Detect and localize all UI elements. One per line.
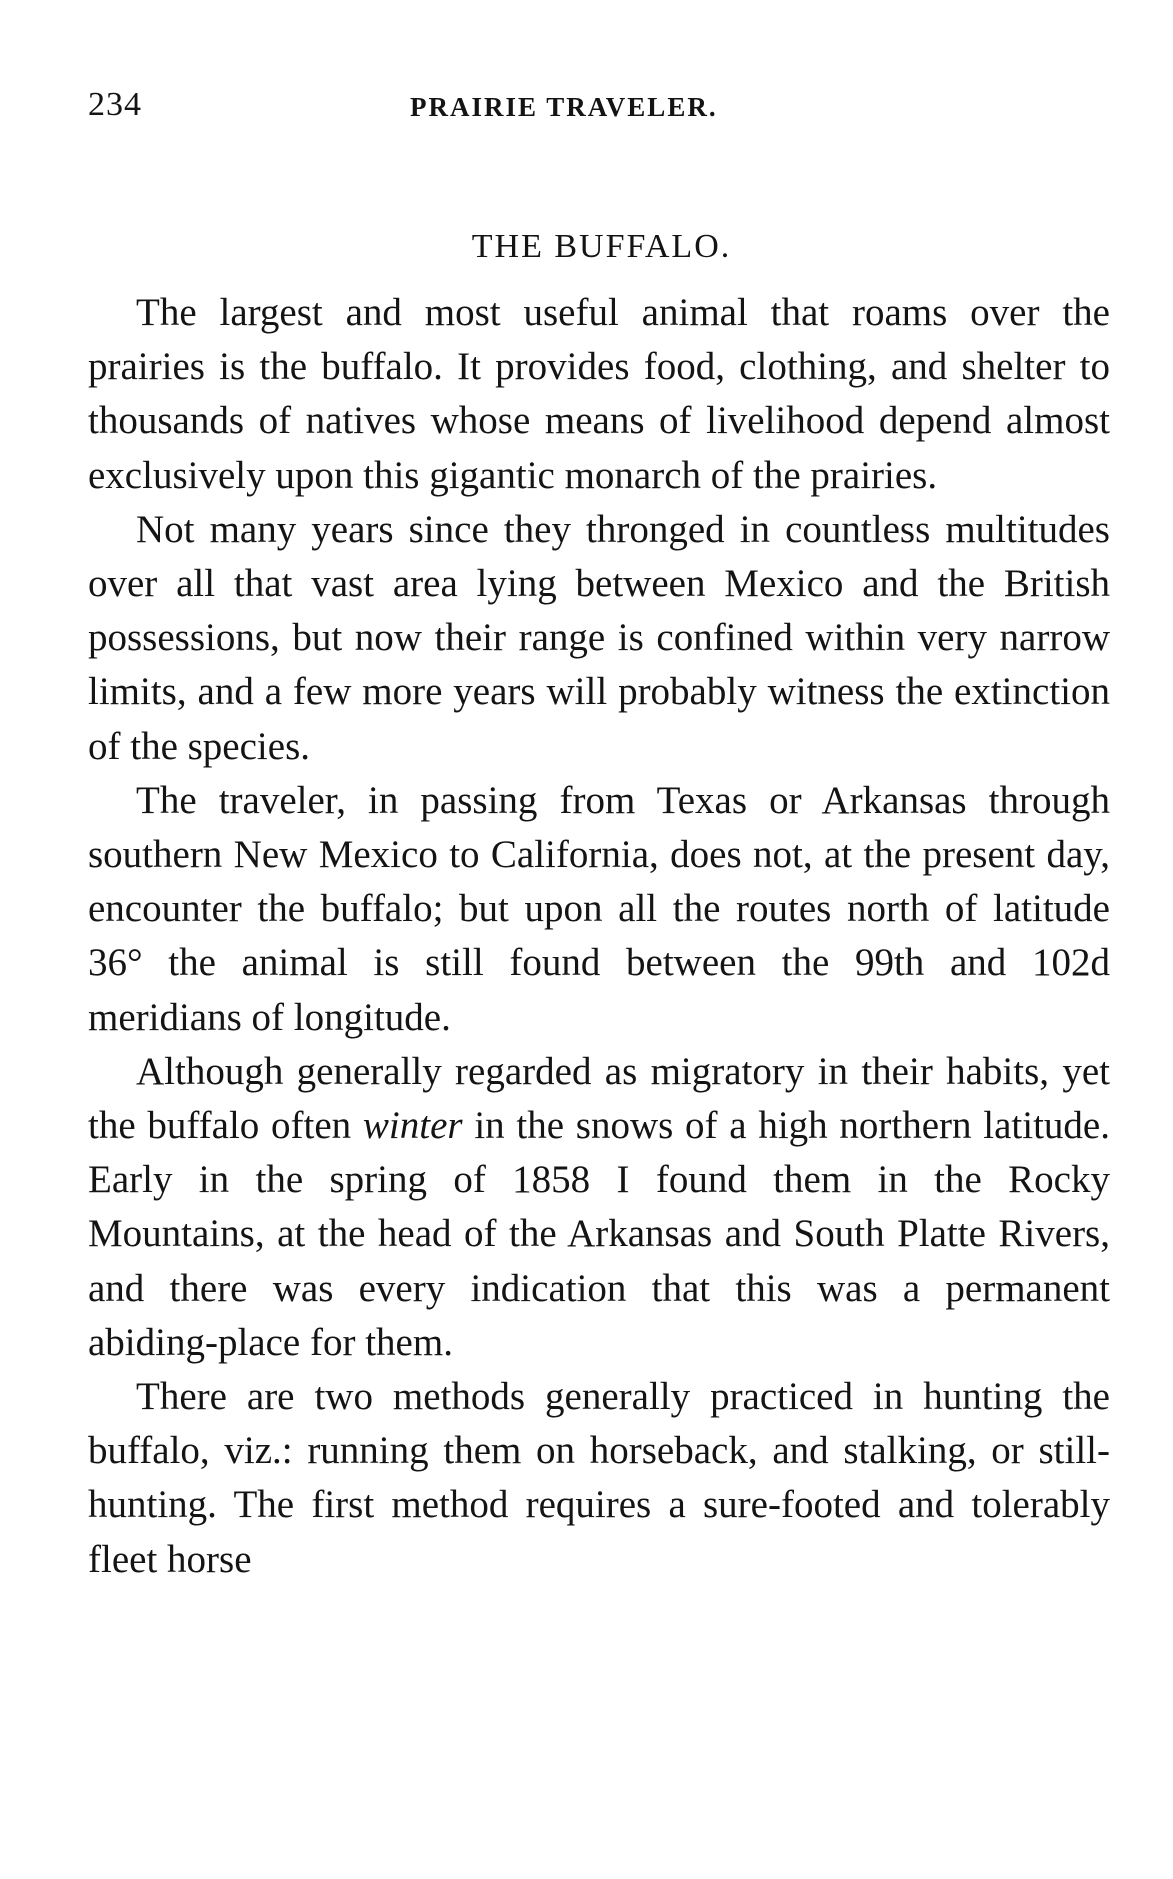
- paragraph-5: There are two methods generally practiced in hunting the buffalo, viz.: running them on horseback, and stalking, or still-hunting. The first method requires a sure-footed and tolerably fleet horse: [88, 1375, 1110, 1581]
- page-header: [88, 86, 1108, 136]
- running-head: PRAIRIE TRAVELER.: [410, 92, 718, 122]
- section-title: THE BUFFALO.: [471, 228, 732, 265]
- paragraph-4-emphasis: winter: [362, 1104, 463, 1148]
- paragraph-3: The traveler, in passing from Texas or Arkansas through southern New Mexico to California, does not, at the present day, encounter the buffalo; but upon all the routes north of latitude 36° the animal is still found between the 99th and 102d meridians of longitude.: [88, 778, 1110, 1039]
- paragraph-2: Not many years since they thronged in countless multitudes over all that vast area lying between Mexico and the British possessions, but now their range is confined within very narrow limits, and a few more years will probably witness the extinction of the species.: [88, 507, 1110, 768]
- paragraph-1: The largest and most useful animal that roams over the prairies is the buffalo. It provides food, clothing, and shelter to thousands of natives whose means of livelihood depend almost exclusively upon this gigantic monarch of the prairies.: [88, 291, 1110, 497]
- paragraph-4: [88, 1045, 1110, 1370]
- paragraph-4-text-after: in the snows of a high northern latitude. Early in the spring of 1858 I found them in the Rocky Mountains, at the head of the Arkansas and South Platte Rivers, and there was every indication that this was a permanent abiding-place for them.: [88, 1104, 1110, 1364]
- paragraph-4-text-before: Although generally regarded as migratory in their habits, yet the buffalo often: [88, 1049, 1110, 1148]
- body-text: [88, 286, 1110, 1587]
- page-number: 234: [88, 86, 142, 123]
